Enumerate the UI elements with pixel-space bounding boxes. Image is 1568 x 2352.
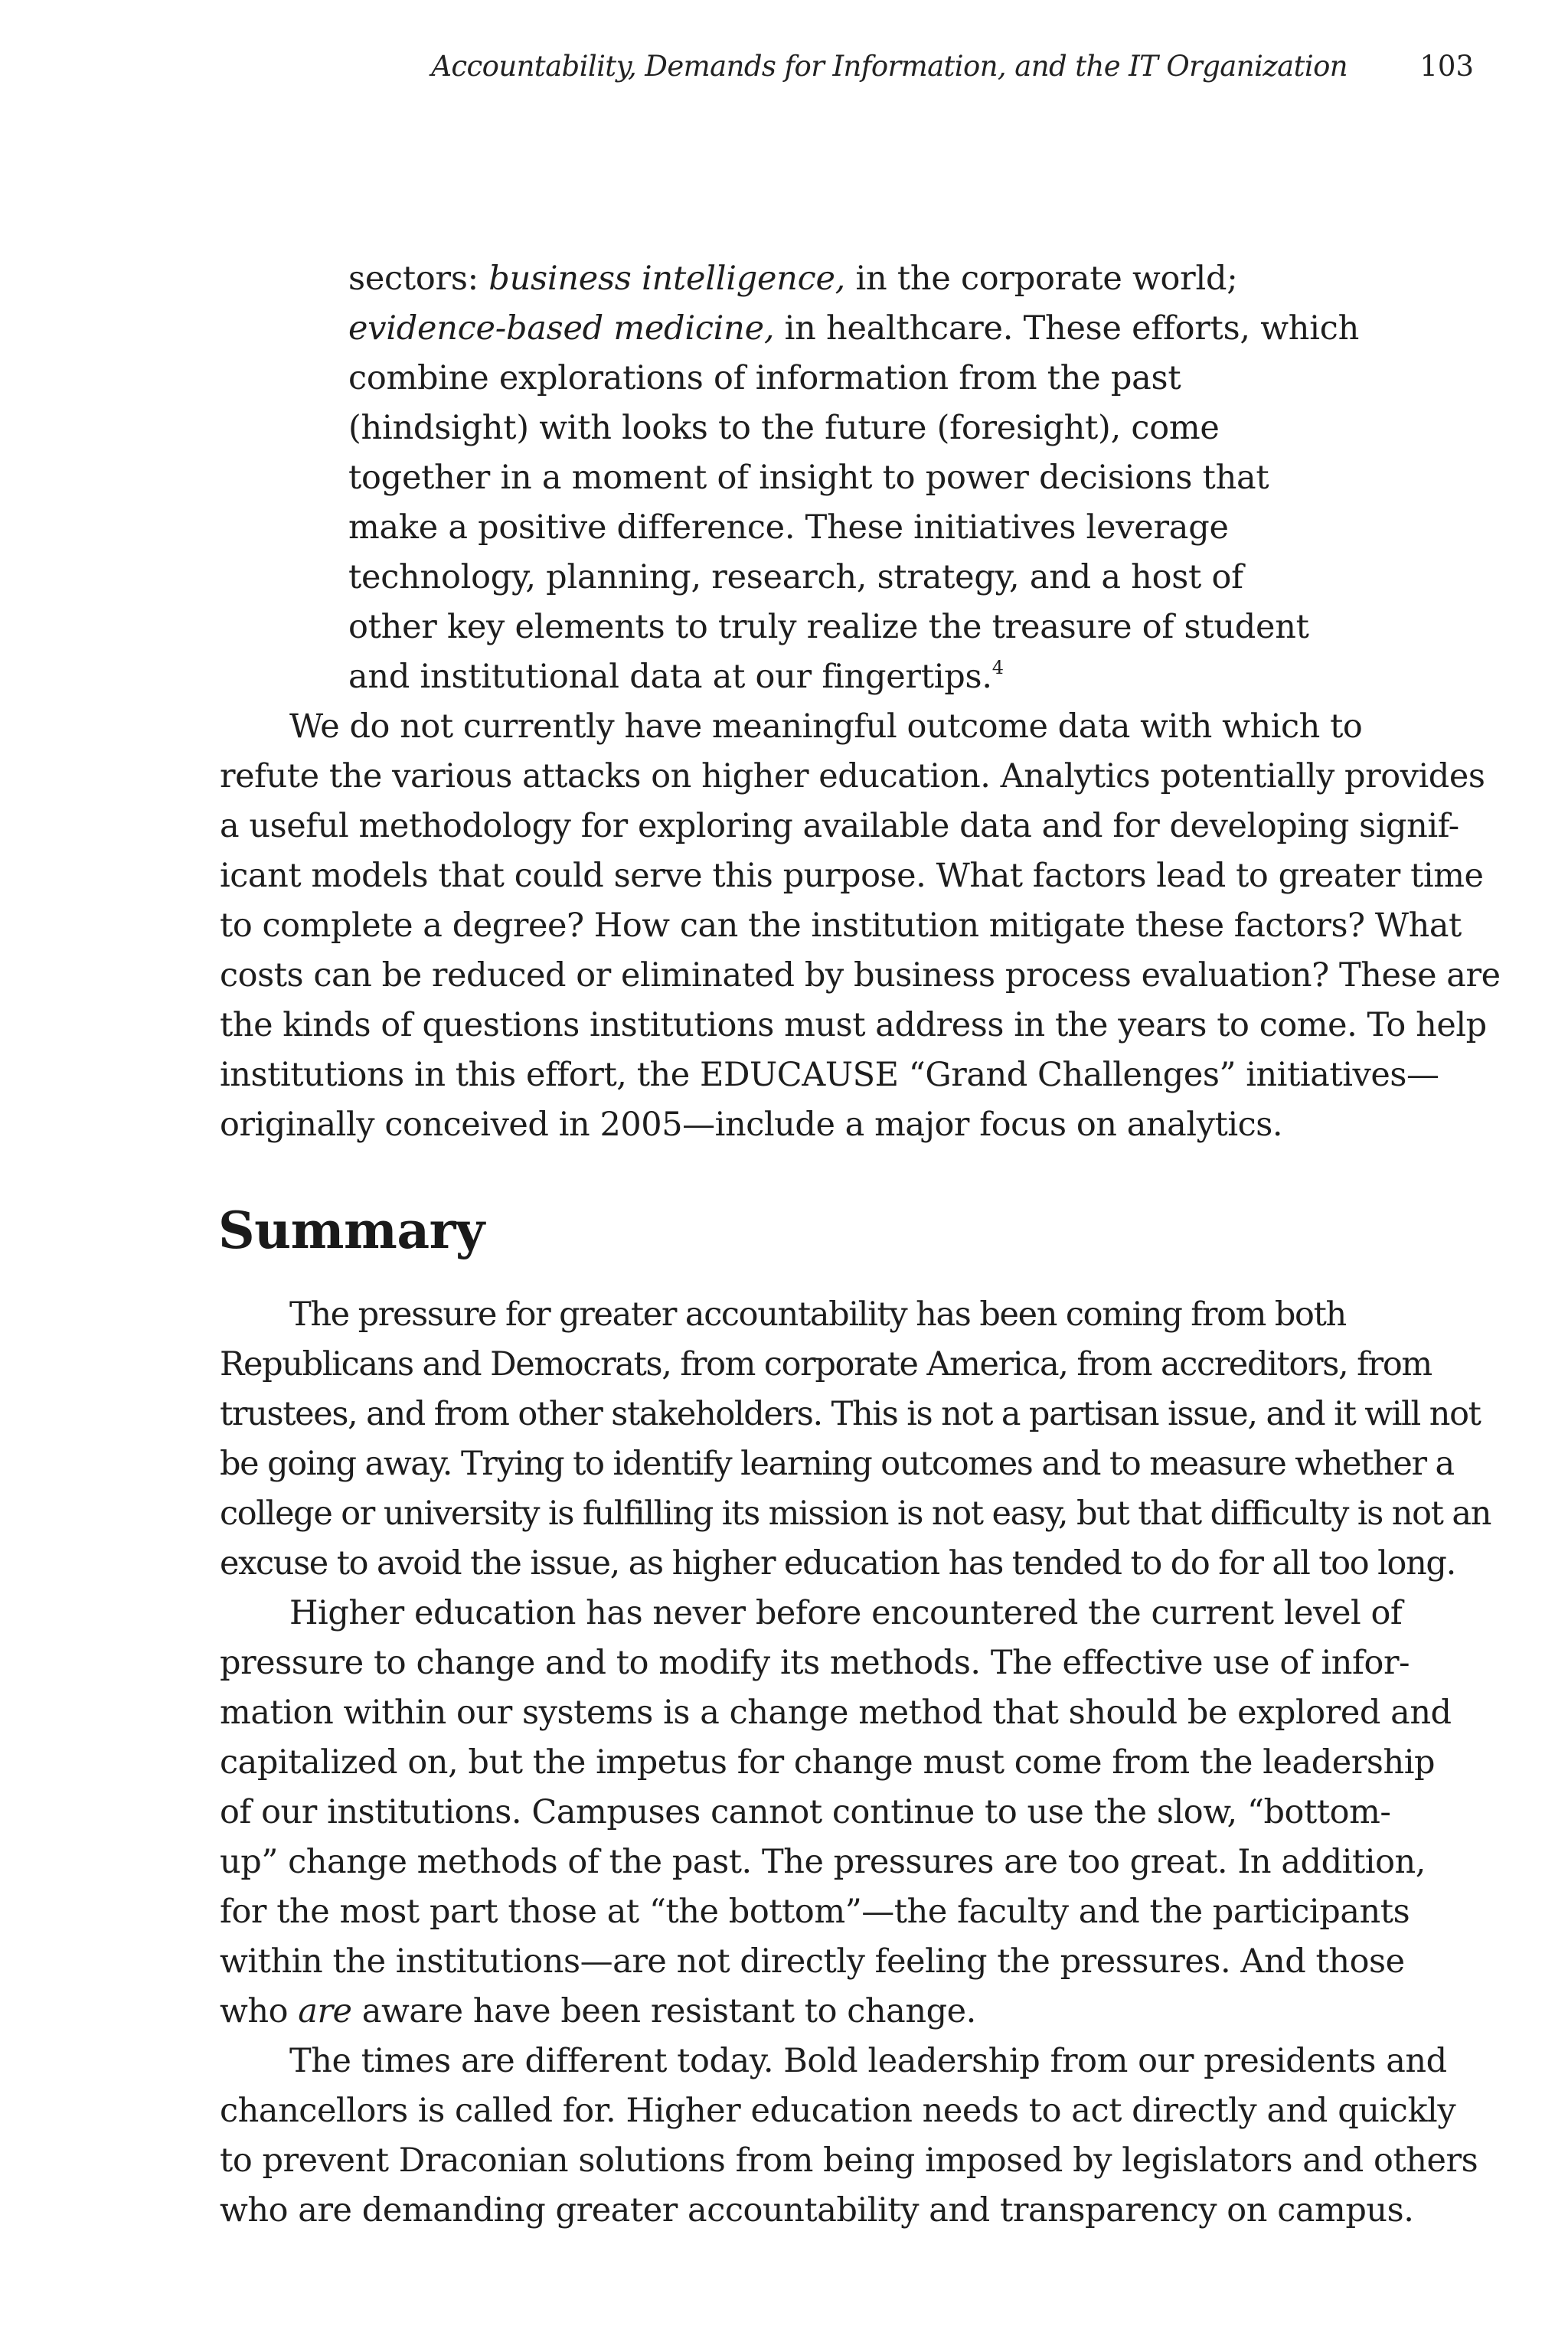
paragraph-line: icant models that could serve this purpose. What factors lead to greater time <box>220 857 1484 895</box>
block-quote-line: together in a moment of insight to power decisions that <box>348 459 1269 497</box>
paragraph-line: pressure to change and to modify its methods. The effective use of infor- <box>220 1644 1410 1682</box>
block-quote-line: technology, planning, research, strategy, and a host of <box>348 558 1243 596</box>
paragraph-line: the kinds of questions institutions must address in the years to come. To help <box>220 1006 1487 1044</box>
paragraph-line: of our institutions. Campuses cannot continue to use the slow, “bottom- <box>220 1793 1391 1831</box>
paragraph-line: within the institutions—are not directly feeling the pressures. And those <box>220 1942 1405 1981</box>
paragraph-line: The times are different today. Bold leadership from our presidents and <box>289 2042 1447 2080</box>
paragraph-line: trustees, and from other stakeholders. This is not a partisan issue, and it will not <box>220 1395 1481 1433</box>
paragraph-line: college or university is fulfilling its mission is not easy, but that difficulty is not an <box>220 1494 1491 1533</box>
paragraph-line: up” change methods of the past. The pressures are too great. In addition, <box>220 1843 1426 1881</box>
paragraph-line: excuse to avoid the issue, as higher education has tended to do for all too long. <box>220 1544 1455 1583</box>
paragraph-line: who are demanding greater accountability and transparency on campus. <box>220 2191 1414 2230</box>
block-quote-line: (hindsight) with looks to the future (foresight), come <box>348 409 1220 447</box>
paragraph-line: who are aware have been resistant to change. <box>220 1992 976 2030</box>
paragraph-line: We do not currently have meaningful outcome data with which to <box>289 707 1363 746</box>
paragraph-line: Republicans and Democrats, from corporate America, from accreditors, from <box>220 1345 1432 1383</box>
running-head <box>431 47 1485 86</box>
paragraph-line: a useful methodology for exploring available data and for developing signif- <box>220 807 1459 845</box>
paragraph-line: to prevent Draconian solutions from being imposed by legislators and others <box>220 2141 1478 2180</box>
paragraph-line: chancellors is called for. Higher education needs to act directly and quickly <box>220 2092 1456 2130</box>
running-head-title: Accountability, Demands for Information, and the IT Organization <box>431 50 1348 83</box>
paragraph-line: originally conceived in 2005—include a major focus on analytics. <box>220 1106 1283 1144</box>
block-quote-line: other key elements to truly realize the treasure of student <box>348 608 1309 646</box>
page-number: 103 <box>1419 50 1474 83</box>
block-quote-line: evidence-based medicine, in healthcare. These efforts, which <box>348 309 1360 348</box>
footnote-marker: 4 <box>991 657 1004 678</box>
section-heading-summary: Summary <box>218 1200 485 1260</box>
paragraph-line: to complete a degree? How can the institution mitigate these factors? What <box>220 906 1462 945</box>
paragraph-line: The pressure for greater accountability has been coming from both <box>289 1295 1346 1334</box>
block-quote-line: and institutional data at our fingertips.$^4$ <box>348 657 1004 696</box>
paragraph-line: institutions in this effort, the EDUCAUSE “Grand Challenges” initiatives— <box>220 1056 1439 1094</box>
paragraph-line: mation within our systems is a change method that should be explored and <box>220 1694 1452 1732</box>
block-quote-line: make a positive difference. These initiatives leverage <box>348 508 1229 547</box>
paragraph-line: Higher education has never before encountered the current level of <box>289 1594 1403 1632</box>
paragraph-line: for the most part those at “the bottom”—the faculty and the participants <box>220 1893 1410 1931</box>
block-quote-line: combine explorations of information from the past <box>348 359 1181 397</box>
block-quote-line: sectors: business intelligence, in the corporate world; <box>348 260 1238 298</box>
paragraph-line: refute the various attacks on higher education. Analytics potentially provides <box>220 757 1485 795</box>
paragraph-line: be going away. Trying to identify learning outcomes and to measure whether a <box>220 1445 1454 1483</box>
paragraph-line: capitalized on, but the impetus for change must come from the leadership <box>220 1743 1436 1782</box>
paragraph-line: costs can be reduced or eliminated by business process evaluation? These are <box>220 956 1501 995</box>
